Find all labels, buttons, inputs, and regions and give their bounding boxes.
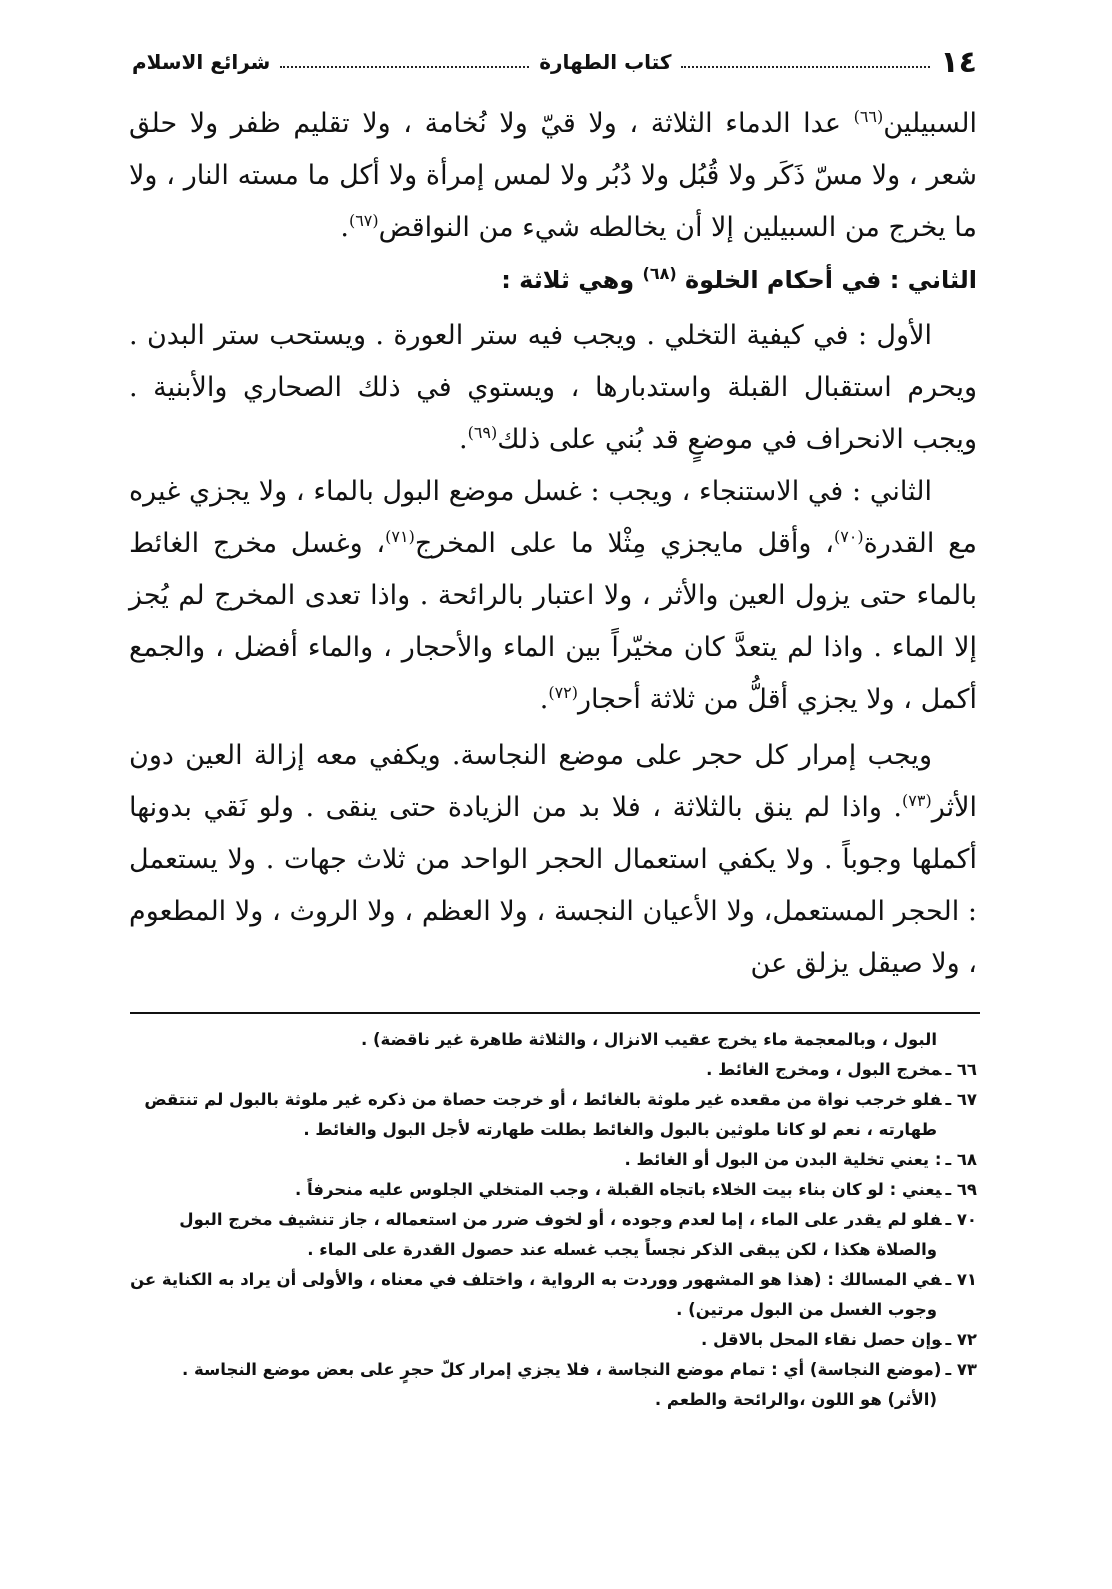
series-title: شرائع الاسلام [131, 50, 271, 74]
footnote-69 [129, 1175, 977, 1205]
footnote-text: مخرج البول ، ومخرج الغائط . [706, 1060, 942, 1079]
footnote-text: فلو خرجب نواة من مقعده غير ملوثة بالغائط ، أو خرجت حصاة من ذكره غير ملوثة بالبول لم تنتقض [144, 1090, 942, 1109]
text-run: السبيلين [883, 108, 977, 139]
text-run: عدا الدماء الثلاثة ، ولا قيّ ولا نُخامة ، ولا تقليم ظفر ولا حلق شعر ، ولا مسّ ذَكَر ولا قُبُل ولا دُبُر ولا لمس إمرأة ولا أكل ما مسته النار ، ولا ما يخرج من السبيلين إلا أن يخالطه شيء من النواقض [129, 108, 977, 243]
text-run: . واذا لم ينق بالثلاثة ، فلا بد من الزيادة حتى ينقى . ولو نَقي بدونها أكملها وجوباً . ولا يكفي استعمال الحجر الواحد من ثلاث جهات . ولا يستعمل : الحجر المستعمل، ولا الأعيان النجسة ، ولا العظم ، ولا الروث ، ولا المطعوم ، ولا صيقل يزلق عن [129, 792, 977, 979]
footnote-number: ٧٠ ـ [945, 1210, 977, 1229]
footnote-ref: (٦٩) [467, 423, 498, 442]
footnote-ref: (٦٨) [642, 264, 677, 283]
footnote-text: (موضع النجاسة) أي : تمام موضع النجاسة ، فلا يجزي إمرار كلّ حجرٍ على بعض موضع النجاسة . [182, 1360, 942, 1379]
text-run: . [340, 212, 349, 243]
footnote-71-cont: وجوب الغسل من البول مرتين) . [676, 1300, 937, 1319]
footnote-text: : يعني تخلية البدن من البول أو الغائط . [624, 1150, 942, 1169]
section-heading [129, 254, 977, 306]
paragraph-2 [129, 310, 977, 466]
paragraph-3 [129, 466, 977, 726]
heading-text: وهي ثلاثة : [501, 266, 643, 294]
footnote-text: يعني : لو كان بناء بيت الخلاء باتجاه القبلة ، وجب المتخلي الجلوس عليه منحرفاً . [294, 1180, 942, 1199]
footnote-66 [129, 1055, 977, 1085]
text-run: ، وأقل مايجزي مِثْلا ما على المخرج [414, 528, 834, 559]
footnote-73-cont: (الأثر) هو اللون ،والرائحة والطعم . [654, 1390, 937, 1409]
text-run: الثاني : في الاستنجاء ، ويجب : غسل موضع البول بالماء ، ولا يجزي غيره مع القدرة [129, 476, 977, 559]
footnote-number: ٦٩ ـ [945, 1180, 977, 1199]
paragraph-1 [129, 98, 977, 254]
footnote-ref: (٦٧) [348, 211, 379, 230]
footnote-68 [129, 1145, 977, 1175]
footnote-67 [129, 1085, 977, 1115]
footnote-number: ٦٨ ـ [945, 1150, 977, 1169]
footnote-text: في المسالك : (هذا هو المشهور ووردت به الرواية ، واختلف في معناه ، والأولى أن يراد به الكناية عن [130, 1270, 942, 1289]
footnote-71 [129, 1265, 977, 1295]
footnote-67-cont: طهارته ، نعم لو كانا ملوثين بالبول والغائط بطلت طهارته لأجل البول والغائط . [303, 1120, 937, 1139]
footnote-number: ٧١ ـ [945, 1270, 977, 1289]
footnote-carryover: البول ، وبالمعجمة ماء يخرج عقيب الانزال ، والثلاثة طاهرة غير ناقضة) . [360, 1030, 937, 1049]
footnote-ref: (٧٣) [902, 791, 932, 810]
footnote-70 [129, 1205, 977, 1235]
text-run: ويجب إمرار كل حجر على موضع النجاسة. ويكفي معه إزالة العين دون الأثر [129, 740, 977, 823]
text-run: . [539, 684, 549, 715]
footnote-ref: (٦٦) [853, 107, 884, 126]
text-run: . [458, 424, 468, 455]
footnote-text: فلو لم يقدر على الماء ، إما لعدم وجوده ، أو لخوف ضرر من استعماله ، جاز تنشيف مخرج البول [179, 1210, 942, 1229]
text-run: ، وغسل مخرج الغائط بالماء حتى يزول العين والأثر ، ولا اعتبار بالرائحة . واذا تعدى المخرج لم يُجز إلا الماء . واذا لم يتعدَّ كان مخيّراً بين الماء والأحجار ، والماء أفضل ، والجمع أكمل ، ولا يجزي أقلُّ من ثلاثة أحجار [129, 528, 977, 715]
footnote-divider [130, 1012, 980, 1014]
footnote-73 [129, 1355, 977, 1385]
footnote-ref: (٧٢) [548, 683, 578, 702]
footnotes [129, 1025, 977, 1415]
footnote-number: ٦٦ ـ [945, 1060, 977, 1079]
paragraph-4 [129, 730, 977, 990]
footnote-ref: (٧٠) [833, 527, 864, 546]
footnote-number: ٦٧ ـ [945, 1090, 977, 1109]
footnote-number: ٧٣ ـ [945, 1360, 977, 1379]
main-text [129, 98, 977, 990]
footnote-ref: (٧١) [385, 527, 415, 546]
footnote-70-cont: والصلاة هكذا ، لكن يبقى الذكر نجساً يجب غسله عند حصول القدرة على الماء . [307, 1240, 937, 1259]
header-dots-leader [681, 66, 930, 68]
book-title: كتاب الطهارة [539, 50, 672, 74]
header-dots-leader [280, 66, 529, 68]
footnote-text: وإن حصل نقاء المحل بالاقل . [701, 1330, 942, 1349]
text-run: الأول : في كيفية التخلي . ويجب فيه ستر العورة . ويستحب ستر البدن . ويحرم استقبال القبلة واستدبارها ، ويستوي في ذلك الصحاري والأبنية . ويجب الانحراف في موضعٍ قد بُني على ذلك [129, 320, 977, 455]
footnote-72 [129, 1325, 977, 1355]
heading-text: الثاني : في أحكام الخلوة [685, 266, 977, 294]
footnote-number: ٧٢ ـ [945, 1330, 977, 1349]
running-header [132, 38, 977, 86]
page-number: ١٤ [940, 44, 977, 80]
